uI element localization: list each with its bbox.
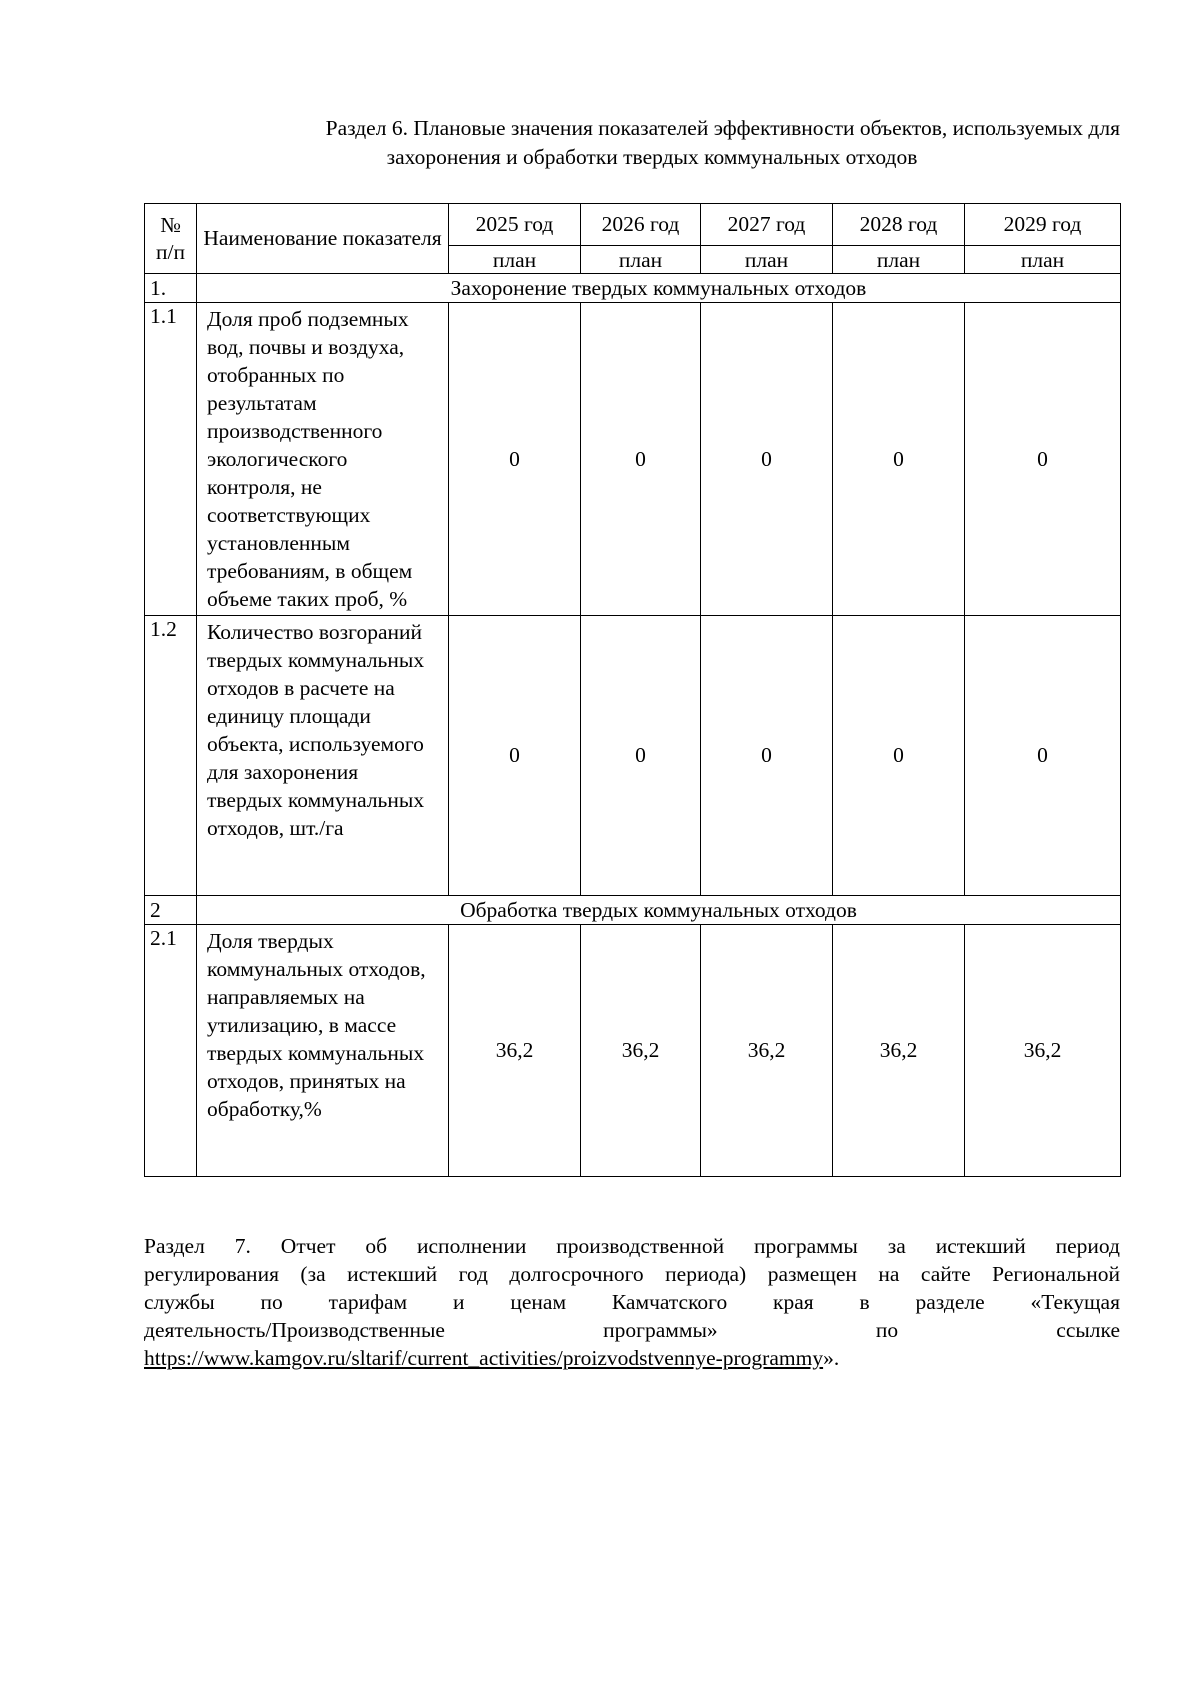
plan-label: план xyxy=(449,246,581,274)
plan-value: 0 xyxy=(449,616,581,896)
table-header-row xyxy=(145,204,1121,246)
indicators-table xyxy=(144,203,1121,1177)
col-name-header: Наименование показателя xyxy=(197,204,449,274)
plan-value: 0 xyxy=(701,616,833,896)
word: и xyxy=(453,1290,465,1314)
col-num-header: № п/п xyxy=(145,204,197,274)
group-num: 1. xyxy=(145,274,197,303)
plan-value: 36,2 xyxy=(833,925,965,1177)
plan-value: 0 xyxy=(965,303,1121,616)
section7-line xyxy=(144,1316,1120,1344)
row-num: 1.2 xyxy=(145,616,197,896)
table-row xyxy=(145,616,1121,896)
section7-line xyxy=(144,1288,1120,1316)
year-header: 2025 год xyxy=(449,204,581,246)
plan-value: 36,2 xyxy=(965,925,1121,1177)
row-num: 2.1 xyxy=(145,925,197,1177)
word: по xyxy=(875,1318,899,1342)
indicator-name: Количество возгораний твердых коммунальных отходов в расчете на единицу площади объекта, используемого для захоронения твердых коммунальных отходов, шт./га xyxy=(197,616,449,896)
word: Камчатского xyxy=(611,1290,728,1314)
word: деятельность/Производственные xyxy=(144,1318,445,1342)
word: тарифам xyxy=(328,1290,408,1314)
section6-title-line2: захоронения и обработки твердых коммунальных отходов xyxy=(386,145,918,169)
plan-value: 0 xyxy=(581,303,701,616)
year-header: 2026 год xyxy=(581,204,701,246)
section7-line xyxy=(144,1232,1120,1260)
indicator-name: Доля твердых коммунальных отходов, направляемых на утилизацию, в массе твердых коммунальных отходов, принятых на обработку,% xyxy=(197,925,449,1177)
plan-value: 0 xyxy=(449,303,581,616)
word: службы xyxy=(144,1290,215,1314)
word: ссылке xyxy=(1056,1318,1120,1342)
section7-paragraph xyxy=(144,1232,1120,1372)
plan-value: 36,2 xyxy=(581,925,701,1177)
word: программы» xyxy=(603,1318,718,1342)
word: в xyxy=(859,1290,870,1314)
group-row xyxy=(145,274,1121,303)
group-title: Обработка твердых коммунальных отходов xyxy=(197,896,1121,925)
group-title: Захоронение твердых коммунальных отходов xyxy=(197,274,1121,303)
plan-value: 0 xyxy=(833,616,965,896)
year-header: 2029 год xyxy=(965,204,1121,246)
word: края xyxy=(773,1290,814,1314)
year-header: 2028 год xyxy=(833,204,965,246)
plan-value: 0 xyxy=(701,303,833,616)
indicator-name: Доля проб подземных вод, почвы и воздуха, отобранных по результатам производственного экологического контроля, не соответствующих установленным требованиям, в общем объеме таких проб, % xyxy=(197,303,449,616)
programs-link[interactable]: https://www.kamgov.ru/sltarif/current_activities/proizvodstvennye-programmy xyxy=(144,1346,824,1370)
plan-label: план xyxy=(833,246,965,274)
plan-value: 0 xyxy=(833,303,965,616)
plan-value: 0 xyxy=(965,616,1121,896)
plan-label: план xyxy=(965,246,1121,274)
section7-text: Раздел 7. Отчет об исполнении производственной программы за истекший период xyxy=(144,1234,1120,1258)
plan-value: 0 xyxy=(581,616,701,896)
group-row xyxy=(145,896,1121,925)
section7-text: регулирования (за истекший год долгосрочного периода) размещен на сайте Региональной xyxy=(144,1262,1120,1286)
plan-label: план xyxy=(581,246,701,274)
group-num: 2 xyxy=(145,896,197,925)
year-header: 2027 год xyxy=(701,204,833,246)
section7-line xyxy=(144,1260,1120,1288)
table-row xyxy=(145,303,1121,616)
plan-label: план xyxy=(701,246,833,274)
section7-tail: ». xyxy=(823,1346,840,1370)
word: ценам xyxy=(510,1290,567,1314)
row-num: 1.1 xyxy=(145,303,197,616)
table-row xyxy=(145,925,1121,1177)
section7-line xyxy=(144,1344,1120,1372)
word: «Текущая xyxy=(1030,1290,1120,1314)
section6-heading xyxy=(144,114,1120,172)
plan-value: 36,2 xyxy=(449,925,581,1177)
word: по xyxy=(260,1290,283,1314)
section6-title-line1: Раздел 6. Плановые значения показателей эффективности объектов, используемых для xyxy=(325,116,1120,140)
word: разделе xyxy=(915,1290,985,1314)
plan-value: 36,2 xyxy=(701,925,833,1177)
